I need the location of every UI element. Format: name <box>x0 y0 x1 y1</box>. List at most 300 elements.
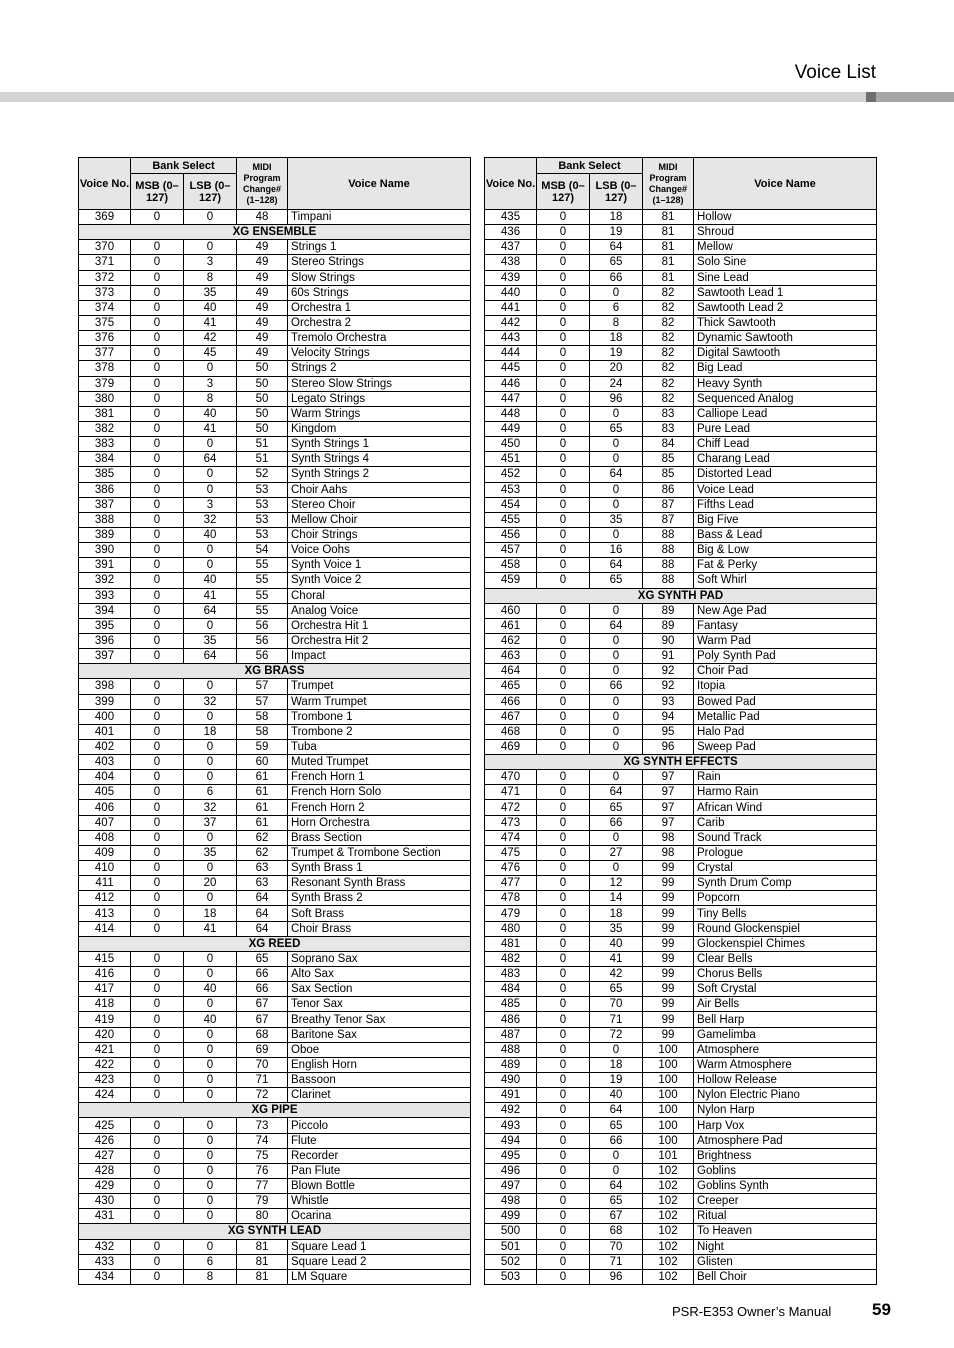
voice-row <box>79 270 471 285</box>
voice-row <box>485 618 877 633</box>
msb-cell: 0 <box>537 1073 590 1088</box>
voice-number-cell: 465 <box>485 679 537 694</box>
section-header-row <box>79 1103 471 1118</box>
lsb-cell: 0 <box>184 618 237 633</box>
header-voice-no: Voice No. <box>79 158 131 210</box>
msb-cell: 0 <box>537 240 590 255</box>
lsb-cell: 65 <box>590 573 643 588</box>
voice-name-cell: Carib <box>694 815 877 830</box>
program-change-cell: 87 <box>643 497 694 512</box>
msb-cell: 0 <box>537 876 590 891</box>
voice-number-cell: 482 <box>485 951 537 966</box>
voice-row <box>79 1118 471 1133</box>
program-change-cell: 82 <box>643 346 694 361</box>
lsb-cell: 64 <box>590 1103 643 1118</box>
lsb-cell: 0 <box>590 437 643 452</box>
msb-cell: 0 <box>131 406 184 421</box>
program-change-cell: 99 <box>643 861 694 876</box>
program-change-cell: 99 <box>643 982 694 997</box>
voice-name-cell: Soft Whirl <box>694 573 877 588</box>
program-change-cell: 69 <box>237 1042 288 1057</box>
voice-name-cell: Popcorn <box>694 891 877 906</box>
voice-name-cell: Rain <box>694 770 877 785</box>
lsb-cell: 42 <box>184 331 237 346</box>
program-change-cell: 76 <box>237 1163 288 1178</box>
lsb-cell: 6 <box>590 300 643 315</box>
voice-row <box>485 1057 877 1072</box>
msb-cell: 0 <box>537 603 590 618</box>
msb-cell: 0 <box>131 270 184 285</box>
voice-number-cell: 416 <box>79 967 131 982</box>
program-change-cell: 67 <box>237 1012 288 1027</box>
lsb-cell: 0 <box>590 482 643 497</box>
voice-number-cell: 427 <box>79 1148 131 1163</box>
voice-row <box>485 1269 877 1284</box>
lsb-cell: 0 <box>184 543 237 558</box>
lsb-cell: 0 <box>590 649 643 664</box>
program-change-cell: 94 <box>643 709 694 724</box>
voice-name-cell: Breathy Tenor Sax <box>288 1012 471 1027</box>
msb-cell: 0 <box>131 361 184 376</box>
voice-number-cell: 475 <box>485 845 537 860</box>
program-change-cell: 55 <box>237 588 288 603</box>
voice-row <box>485 361 877 376</box>
voice-name-cell: Strings 2 <box>288 361 471 376</box>
lsb-cell: 96 <box>590 391 643 406</box>
program-change-cell: 48 <box>237 210 288 225</box>
program-change-cell: 102 <box>643 1163 694 1178</box>
voice-row <box>485 1194 877 1209</box>
title-rule-block <box>866 92 954 102</box>
header-msb: MSB (0–127) <box>131 174 184 210</box>
voice-number-cell: 383 <box>79 437 131 452</box>
voice-number-cell: 433 <box>79 1254 131 1269</box>
program-change-cell: 82 <box>643 285 694 300</box>
program-change-cell: 62 <box>237 830 288 845</box>
voice-number-cell: 436 <box>485 225 537 240</box>
program-change-cell: 91 <box>643 649 694 664</box>
program-change-cell: 64 <box>237 921 288 936</box>
voice-number-cell: 470 <box>485 770 537 785</box>
voice-number-cell: 406 <box>79 800 131 815</box>
voice-row <box>485 876 877 891</box>
voice-row <box>485 815 877 830</box>
voice-row <box>79 255 471 270</box>
voice-number-cell: 491 <box>485 1088 537 1103</box>
voice-number-cell: 480 <box>485 921 537 936</box>
voice-row <box>485 406 877 421</box>
voice-number-cell: 393 <box>79 588 131 603</box>
voice-name-cell: New Age Pad <box>694 603 877 618</box>
voice-row <box>79 482 471 497</box>
program-change-cell: 56 <box>237 649 288 664</box>
msb-cell: 0 <box>131 1239 184 1254</box>
voice-number-cell: 454 <box>485 497 537 512</box>
voice-row <box>79 906 471 921</box>
voice-row <box>79 1209 471 1224</box>
program-change-cell: 77 <box>237 1179 288 1194</box>
voice-name-cell: Flute <box>288 1133 471 1148</box>
msb-cell: 0 <box>537 225 590 240</box>
voice-number-cell: 429 <box>79 1179 131 1194</box>
lsb-cell: 0 <box>184 1027 237 1042</box>
program-change-cell: 63 <box>237 876 288 891</box>
voice-number-cell: 369 <box>79 210 131 225</box>
msb-cell: 0 <box>537 1057 590 1072</box>
msb-cell: 0 <box>537 906 590 921</box>
voice-name-cell: Sax Section <box>288 982 471 997</box>
msb-cell: 0 <box>537 285 590 300</box>
msb-cell: 0 <box>537 1148 590 1163</box>
program-change-cell: 61 <box>237 800 288 815</box>
voice-row <box>79 997 471 1012</box>
msb-cell: 0 <box>537 315 590 330</box>
msb-cell: 0 <box>537 1179 590 1194</box>
lsb-cell: 0 <box>184 770 237 785</box>
msb-cell: 0 <box>131 1088 184 1103</box>
lsb-cell: 0 <box>184 1194 237 1209</box>
program-change-cell: 81 <box>643 255 694 270</box>
voice-number-cell: 501 <box>485 1239 537 1254</box>
program-change-cell: 102 <box>643 1254 694 1269</box>
msb-cell: 0 <box>537 830 590 845</box>
voice-row <box>485 1027 877 1042</box>
voice-number-cell: 430 <box>79 1194 131 1209</box>
voice-name-cell: Legato Strings <box>288 391 471 406</box>
program-change-cell: 50 <box>237 361 288 376</box>
voice-number-cell: 496 <box>485 1163 537 1178</box>
program-change-cell: 99 <box>643 891 694 906</box>
msb-cell: 0 <box>131 1042 184 1057</box>
msb-cell: 0 <box>131 997 184 1012</box>
msb-cell: 0 <box>131 694 184 709</box>
voice-name-cell: Dynamic Sawtooth <box>694 331 877 346</box>
msb-cell: 0 <box>537 633 590 648</box>
voice-number-cell: 425 <box>79 1118 131 1133</box>
header-voice-name: Voice Name <box>694 158 877 210</box>
lsb-cell: 12 <box>590 876 643 891</box>
header-midi-program: MIDI Program Change# (1–128) <box>237 158 288 210</box>
voice-table-right <box>484 157 877 1285</box>
program-change-cell: 72 <box>237 1088 288 1103</box>
lsb-cell: 41 <box>184 315 237 330</box>
voice-row <box>485 694 877 709</box>
program-change-cell: 85 <box>643 467 694 482</box>
voice-name-cell: To Heaven <box>694 1224 877 1239</box>
voice-name-cell: Goblins <box>694 1163 877 1178</box>
voice-name-cell: Square Lead 2 <box>288 1254 471 1269</box>
voice-name-cell: Metallic Pad <box>694 709 877 724</box>
voice-name-cell: Sawtooth Lead 2 <box>694 300 877 315</box>
voice-name-cell: Brass Section <box>288 830 471 845</box>
section-header-row <box>79 225 471 240</box>
voice-name-cell: Synth Drum Comp <box>694 876 877 891</box>
program-change-cell: 99 <box>643 906 694 921</box>
program-change-cell: 102 <box>643 1239 694 1254</box>
voice-row <box>485 633 877 648</box>
voice-name-cell: Fat & Perky <box>694 558 877 573</box>
lsb-cell: 0 <box>184 709 237 724</box>
voice-row <box>485 315 877 330</box>
voice-name-cell: Trumpet <box>288 679 471 694</box>
voice-number-cell: 434 <box>79 1269 131 1284</box>
msb-cell: 0 <box>131 891 184 906</box>
voice-row <box>79 452 471 467</box>
lsb-cell: 35 <box>590 921 643 936</box>
program-change-cell: 67 <box>237 997 288 1012</box>
voice-number-cell: 419 <box>79 1012 131 1027</box>
voice-name-cell: Harp Vox <box>694 1118 877 1133</box>
voice-row <box>79 1133 471 1148</box>
voice-number-cell: 498 <box>485 1194 537 1209</box>
voice-number-cell: 467 <box>485 709 537 724</box>
voice-name-cell: LM Square <box>288 1269 471 1284</box>
voice-row <box>79 346 471 361</box>
voice-name-cell: Nylon Harp <box>694 1103 877 1118</box>
voice-number-cell: 468 <box>485 724 537 739</box>
lsb-cell: 18 <box>184 724 237 739</box>
voice-number-cell: 379 <box>79 376 131 391</box>
voice-name-cell: Bassoon <box>288 1073 471 1088</box>
program-change-cell: 99 <box>643 967 694 982</box>
voice-row <box>79 770 471 785</box>
voice-name-cell: Trombone 2 <box>288 724 471 739</box>
msb-cell: 0 <box>537 1133 590 1148</box>
msb-cell: 0 <box>131 709 184 724</box>
voice-name-cell: Strings 1 <box>288 240 471 255</box>
voice-number-cell: 476 <box>485 861 537 876</box>
program-change-cell: 49 <box>237 331 288 346</box>
voice-number-cell: 483 <box>485 967 537 982</box>
lsb-cell: 41 <box>184 421 237 436</box>
voice-name-cell: Tremolo Orchestra <box>288 331 471 346</box>
voice-name-cell: Glockenspiel Chimes <box>694 936 877 951</box>
voice-name-cell: Atmosphere Pad <box>694 1133 877 1148</box>
voice-row <box>485 270 877 285</box>
program-change-cell: 100 <box>643 1118 694 1133</box>
lsb-cell: 24 <box>590 376 643 391</box>
msb-cell: 0 <box>537 891 590 906</box>
voice-name-cell: Big Lead <box>694 361 877 376</box>
voice-name-cell: Calliope Lead <box>694 406 877 421</box>
voice-row <box>485 1118 877 1133</box>
voice-row <box>79 679 471 694</box>
voice-name-cell: Stereo Slow Strings <box>288 376 471 391</box>
voice-name-cell: 60s Strings <box>288 285 471 300</box>
voice-rows-left <box>79 210 471 1285</box>
lsb-cell: 0 <box>184 1088 237 1103</box>
voice-row <box>485 664 877 679</box>
voice-number-cell: 464 <box>485 664 537 679</box>
program-change-cell: 61 <box>237 770 288 785</box>
voice-row <box>485 1148 877 1163</box>
voice-number-cell: 457 <box>485 543 537 558</box>
program-change-cell: 100 <box>643 1073 694 1088</box>
msb-cell: 0 <box>537 527 590 542</box>
voice-name-cell: Atmosphere <box>694 1042 877 1057</box>
program-change-cell: 70 <box>237 1057 288 1072</box>
voice-number-cell: 438 <box>485 255 537 270</box>
lsb-cell: 0 <box>590 285 643 300</box>
voice-name-cell: Voice Oohs <box>288 543 471 558</box>
voice-row <box>79 951 471 966</box>
msb-cell: 0 <box>131 739 184 754</box>
program-change-cell: 55 <box>237 558 288 573</box>
title-rule <box>0 92 866 102</box>
voice-number-cell: 485 <box>485 997 537 1012</box>
lsb-cell: 3 <box>184 497 237 512</box>
lsb-cell: 70 <box>590 1239 643 1254</box>
section-header: XG PIPE <box>79 1103 471 1118</box>
msb-cell: 0 <box>131 1254 184 1269</box>
section-header: XG SYNTH LEAD <box>79 1224 471 1239</box>
msb-cell: 0 <box>131 1057 184 1072</box>
program-change-cell: 61 <box>237 785 288 800</box>
voice-name-cell: Sweep Pad <box>694 739 877 754</box>
program-change-cell: 49 <box>237 300 288 315</box>
voice-row <box>485 255 877 270</box>
voice-number-cell: 474 <box>485 830 537 845</box>
program-change-cell: 95 <box>643 724 694 739</box>
voice-name-cell: Synth Voice 2 <box>288 573 471 588</box>
lsb-cell: 0 <box>590 830 643 845</box>
msb-cell: 0 <box>537 618 590 633</box>
voice-name-cell: Hollow Release <box>694 1073 877 1088</box>
program-change-cell: 81 <box>643 225 694 240</box>
lsb-cell: 18 <box>590 906 643 921</box>
voice-number-cell: 469 <box>485 739 537 754</box>
msb-cell: 0 <box>537 1163 590 1178</box>
voice-name-cell: Alto Sax <box>288 967 471 982</box>
voice-number-cell: 451 <box>485 452 537 467</box>
voice-number-cell: 420 <box>79 1027 131 1042</box>
lsb-cell: 65 <box>590 1194 643 1209</box>
voice-row <box>79 497 471 512</box>
msb-cell: 0 <box>537 1042 590 1057</box>
voice-name-cell: Ritual <box>694 1209 877 1224</box>
program-change-cell: 100 <box>643 1088 694 1103</box>
voice-name-cell: French Horn 2 <box>288 800 471 815</box>
program-change-cell: 89 <box>643 603 694 618</box>
lsb-cell: 0 <box>184 739 237 754</box>
voice-row <box>79 1194 471 1209</box>
program-change-cell: 58 <box>237 709 288 724</box>
lsb-cell: 71 <box>590 1254 643 1269</box>
msb-cell: 0 <box>537 512 590 527</box>
voice-row <box>485 936 877 951</box>
msb-cell: 0 <box>131 391 184 406</box>
voice-number-cell: 401 <box>79 724 131 739</box>
voice-name-cell: Whistle <box>288 1194 471 1209</box>
voice-number-cell: 441 <box>485 300 537 315</box>
voice-number-cell: 422 <box>79 1057 131 1072</box>
lsb-cell: 40 <box>184 406 237 421</box>
msb-cell: 0 <box>537 1209 590 1224</box>
voice-row <box>485 331 877 346</box>
program-change-cell: 64 <box>237 906 288 921</box>
voice-name-cell: Round Glockenspiel <box>694 921 877 936</box>
voice-name-cell: Square Lead 1 <box>288 1239 471 1254</box>
lsb-cell: 40 <box>184 573 237 588</box>
lsb-cell: 41 <box>590 951 643 966</box>
program-change-cell: 64 <box>237 891 288 906</box>
msb-cell: 0 <box>537 1012 590 1027</box>
voice-name-cell: Itopia <box>694 679 877 694</box>
voice-name-cell: Creeper <box>694 1194 877 1209</box>
msb-cell: 0 <box>131 876 184 891</box>
program-change-cell: 86 <box>643 482 694 497</box>
voice-name-cell: Trumpet & Trombone Section <box>288 845 471 860</box>
voice-row <box>79 694 471 709</box>
voice-number-cell: 490 <box>485 1073 537 1088</box>
voice-number-cell: 446 <box>485 376 537 391</box>
lsb-cell: 8 <box>184 270 237 285</box>
voice-name-cell: African Wind <box>694 800 877 815</box>
msb-cell: 0 <box>537 255 590 270</box>
lsb-cell: 6 <box>184 785 237 800</box>
voice-number-cell: 435 <box>485 210 537 225</box>
program-change-cell: 90 <box>643 633 694 648</box>
voice-row <box>79 1057 471 1072</box>
voice-number-cell: 456 <box>485 527 537 542</box>
program-change-cell: 99 <box>643 876 694 891</box>
voice-number-cell: 460 <box>485 603 537 618</box>
voice-name-cell: Bowed Pad <box>694 694 877 709</box>
voice-number-cell: 489 <box>485 1057 537 1072</box>
voice-number-cell: 374 <box>79 300 131 315</box>
voice-name-cell: Tenor Sax <box>288 997 471 1012</box>
lsb-cell: 64 <box>184 649 237 664</box>
program-change-cell: 99 <box>643 1012 694 1027</box>
voice-name-cell: Chiff Lead <box>694 437 877 452</box>
program-change-cell: 49 <box>237 240 288 255</box>
voice-name-cell: Slow Strings <box>288 270 471 285</box>
section-header: XG BRASS <box>79 664 471 679</box>
voice-rows-right <box>485 210 877 1285</box>
voice-row <box>79 361 471 376</box>
lsb-cell: 0 <box>590 770 643 785</box>
msb-cell: 0 <box>537 543 590 558</box>
msb-cell: 0 <box>131 315 184 330</box>
program-change-cell: 53 <box>237 527 288 542</box>
msb-cell: 0 <box>537 421 590 436</box>
msb-cell: 0 <box>537 1224 590 1239</box>
lsb-cell: 0 <box>184 1118 237 1133</box>
lsb-cell: 0 <box>590 1042 643 1057</box>
msb-cell: 0 <box>537 770 590 785</box>
voice-number-cell: 449 <box>485 421 537 436</box>
msb-cell: 0 <box>131 452 184 467</box>
voice-number-cell: 447 <box>485 391 537 406</box>
voice-name-cell: French Horn 1 <box>288 770 471 785</box>
program-change-cell: 82 <box>643 331 694 346</box>
page-title: Voice List <box>794 62 876 83</box>
lsb-cell: 66 <box>590 815 643 830</box>
voice-row <box>485 967 877 982</box>
voice-name-cell: Choral <box>288 588 471 603</box>
program-change-cell: 57 <box>237 679 288 694</box>
lsb-cell: 18 <box>184 906 237 921</box>
msb-cell: 0 <box>537 982 590 997</box>
voice-number-cell: 499 <box>485 1209 537 1224</box>
lsb-cell: 0 <box>184 467 237 482</box>
program-change-cell: 99 <box>643 951 694 966</box>
lsb-cell: 35 <box>184 633 237 648</box>
voice-row <box>79 391 471 406</box>
program-change-cell: 80 <box>237 1209 288 1224</box>
voice-number-cell: 473 <box>485 815 537 830</box>
voice-row <box>79 861 471 876</box>
